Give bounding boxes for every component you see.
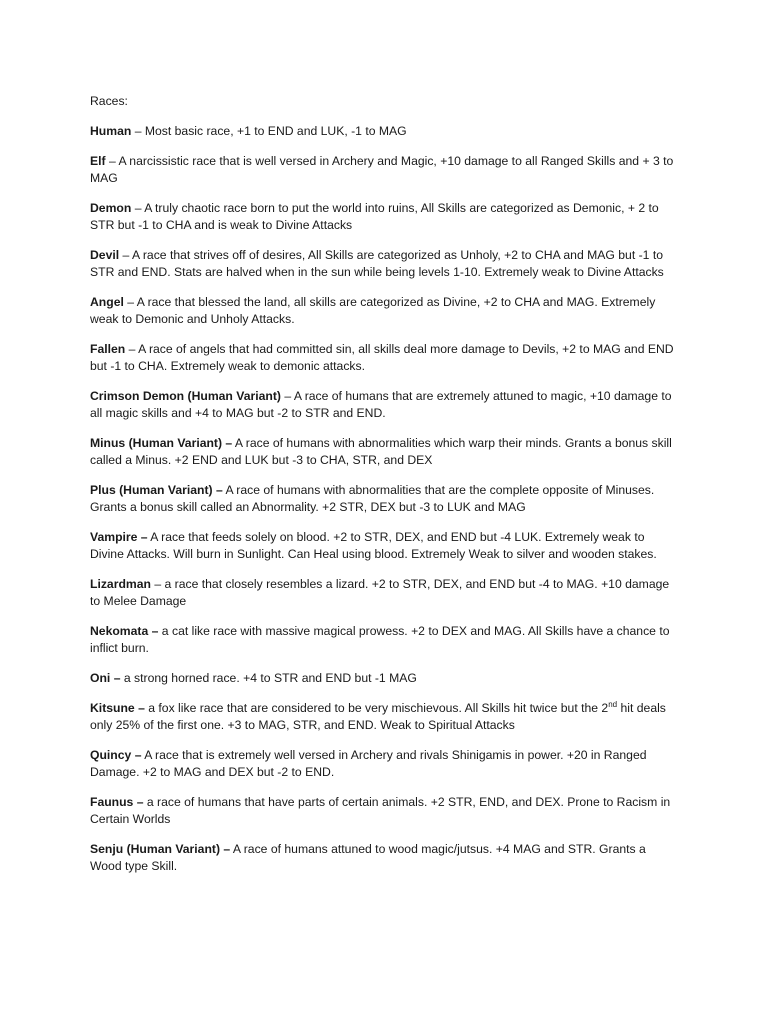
race-entry-angel: [90, 294, 680, 328]
race-entry-elf: [90, 153, 680, 187]
race-name: Oni –: [90, 671, 121, 685]
race-description: a strong horned race. +4 to STR and END but -1 MAG: [120, 671, 417, 685]
race-name: Angel: [90, 295, 124, 309]
race-name: Faunus –: [90, 795, 144, 809]
document-heading: Races:: [90, 94, 128, 108]
race-description: – A narcissistic race that is well versed in Archery and Magic, +10 damage to all Ranged Skills and + 3 to MAG: [90, 154, 674, 185]
race-description: A race that feeds solely on blood. +2 to STR, DEX, and END but -4 LUK. Extremely weak to Divine Attacks. Will burn in Sunlight. Can Heal using blood. Extremely Weak to silver and wooden stakes.: [90, 530, 657, 561]
race-name: Elf: [90, 154, 106, 168]
race-entry-oni: [90, 670, 680, 687]
race-description: – A race that blessed the land, all skills are categorized as Divine, +2 to CHA and MAG. Extremely weak to Demonic and Unholy Attacks.: [90, 295, 656, 326]
race-entry-quincy: [90, 747, 680, 781]
race-description: A race of humans attuned to wood magic/jutsus. +4 MAG and STR. Grants a Wood type Skill.: [90, 842, 646, 873]
race-name: Quincy –: [90, 748, 142, 762]
race-entry-plus: [90, 482, 680, 516]
race-name: Nekomata –: [90, 624, 159, 638]
race-entry-vampire: [90, 529, 680, 563]
race-description: a race of humans that have parts of certain animals. +2 STR, END, and DEX. Prone to Racism in Certain Worlds: [90, 795, 671, 826]
race-description-cont: hit deals only 25% of the first one. +3 to MAG, STR, and END. Weak to Spiritual Attacks: [90, 701, 666, 732]
race-name: Minus (Human Variant) –: [90, 436, 233, 450]
race-entry-demon: [90, 200, 680, 234]
race-description: a fox like race that are considered to be very mischievous. All Skills hit twice but the 2: [144, 701, 609, 715]
race-entry-minus: [90, 435, 680, 469]
race-description: – A race that strives off of desires, All Skills are categorized as Unholy, +2 to CHA and MAG but -1 to STR and END. Stats are halved when in the sun while being levels 1-10. Extremely weak to Divine Attacks: [90, 248, 664, 279]
race-description: A race of humans with abnormalities which warp their minds. Grants a bonus skill called a Minus. +2 END and LUK but -3 to CHA, STR, and DEX: [90, 436, 672, 467]
race-description: A race of humans with abnormalities that are the complete opposite of Minuses. Grants a bonus skill called an Abnormality. +2 STR, DEX but -3 to LUK and MAG: [90, 483, 655, 514]
race-description: a cat like race with massive magical prowess. +2 to DEX and MAG. All Skills have a chance to inflict burn.: [90, 624, 670, 655]
race-description: – A race of angels that had committed sin, all skills deal more damage to Devils, +2 to MAG and END but -1 to CHA. Extremely weak to demonic attacks.: [90, 342, 674, 373]
race-entry-devil: [90, 247, 680, 281]
race-description: – a race that closely resembles a lizard. +2 to STR, DEX, and END but -4 to MAG. +10 damage to Melee Damage: [90, 577, 670, 608]
document-page: [90, 93, 680, 888]
race-description: A race that is extremely well versed in Archery and rivals Shinigamis in power. +20 in Ranged Damage. +2 to MAG and DEX but -2 to END.: [90, 748, 647, 779]
race-name: Senju (Human Variant) –: [90, 842, 231, 856]
race-name: Plus (Human Variant) –: [90, 483, 223, 497]
race-name: Demon: [90, 201, 132, 215]
race-description: – Most basic race, +1 to END and LUK, -1 to MAG: [131, 124, 407, 138]
race-description: – A truly chaotic race born to put the world into ruins, All Skills are categorized as Demonic, + 2 to STR but -1 to CHA and is weak to Divine Attacks: [90, 201, 659, 232]
race-name: Crimson Demon (Human Variant): [90, 389, 281, 403]
race-name: Lizardman: [90, 577, 151, 591]
race-entry-lizardman: [90, 576, 680, 610]
race-entry-faunus: [90, 794, 680, 828]
race-name: Fallen: [90, 342, 126, 356]
race-entry-human: [90, 123, 680, 140]
race-entry-senju: [90, 841, 680, 875]
race-entry-kitsune: [90, 700, 680, 734]
race-name: Vampire –: [90, 530, 148, 544]
race-name: Kitsune –: [90, 701, 145, 715]
ordinal-superscript: nd: [608, 699, 618, 709]
race-name: Devil: [90, 248, 120, 262]
race-description: – A race of humans that are extremely attuned to magic, +10 damage to all magic skills and +4 to MAG but -2 to STR and END.: [90, 389, 672, 420]
race-entry-fallen: [90, 341, 680, 375]
race-name: Human: [90, 124, 132, 138]
race-entry-crimson-demon: [90, 388, 680, 422]
race-entry-nekomata: [90, 623, 680, 657]
